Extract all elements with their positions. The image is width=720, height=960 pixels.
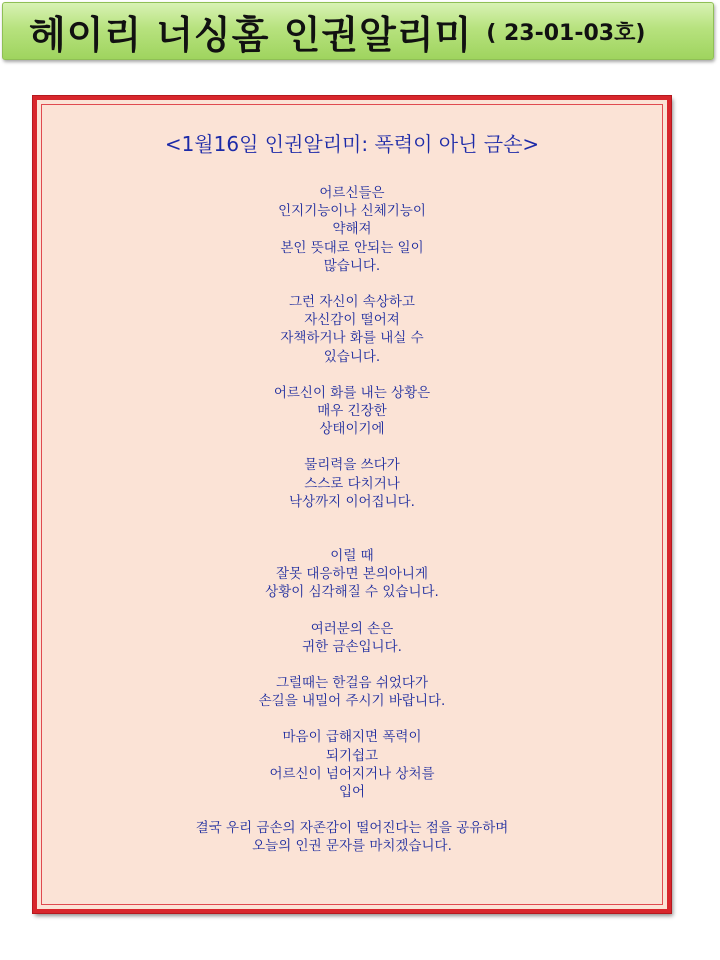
notice-title: <1월16일 인권알리미: 폭력이 아닌 금손>: [164, 132, 540, 156]
paragraph: [37, 184, 667, 275]
text-line: 여러분의 손은: [310, 620, 394, 637]
text-line: 손길을 내밀어 주시기 바랍니다.: [258, 693, 446, 710]
text-line: 상태이기에: [319, 421, 385, 438]
paragraph: [37, 547, 667, 602]
paragraph: [37, 728, 667, 801]
text-line: 어르신들은: [319, 185, 385, 201]
text-line: 이럴 때: [330, 548, 374, 565]
text-line: 인지기능이나 신체기능이: [278, 203, 426, 220]
paragraph: [37, 819, 667, 855]
issue-number: ( 23-01-03호): [486, 20, 646, 46]
text-line: 자책하거나 화를 내실 수: [280, 330, 424, 347]
paragraph: [37, 456, 667, 511]
text-line: 오늘의 인권 문자를 마치겠습니다.: [252, 838, 452, 855]
paragraph: [37, 384, 667, 439]
text-line: 상황이 심각해질 수 있습니다.: [265, 584, 439, 601]
text-line: 있습니다.: [323, 348, 381, 365]
text-line: 본인 뜻대로 안되는 일이: [280, 239, 424, 256]
text-line: 되기쉽고: [325, 747, 379, 764]
text-line: 어르신이 화를 내는 상황은: [273, 384, 431, 401]
text-line: 결국 우리 금손의 자존감이 떨어진다는 점을 공유하며: [195, 820, 509, 837]
header-banner: [2, 2, 714, 60]
paragraph: [37, 293, 667, 366]
text-line: 스스로 다치거나: [304, 475, 400, 492]
text-line: 입어: [338, 784, 366, 801]
text-line: 매우 긴장한: [317, 403, 387, 420]
text-line: 마음이 급해지면 폭력이: [282, 729, 422, 746]
notice-panel: [33, 96, 671, 913]
page-title: 헤이리 너싱홈 인권알리미: [29, 12, 473, 57]
text-line: 자신감이 떨어져: [304, 312, 400, 329]
notice-content: [37, 130, 667, 874]
text-line: 낙상까지 이어집니다.: [289, 493, 415, 510]
text-line: 잘못 대응하면 본의아니게: [275, 566, 429, 583]
paragraph: [37, 620, 667, 656]
text-line: 그럴때는 한걸음 쉬었다가: [275, 675, 429, 692]
text-line: 많습니다.: [323, 257, 381, 274]
text-line: 약해져: [332, 221, 372, 238]
text-line: 귀한 금손입니다.: [302, 638, 402, 655]
text-line: 그런 자신이 속상하고: [289, 294, 415, 311]
text-line: 물리력을 쓰다가: [304, 457, 400, 474]
text-line: 어르신이 넘어지거나 상처를: [269, 765, 435, 782]
paragraph: [37, 674, 667, 710]
